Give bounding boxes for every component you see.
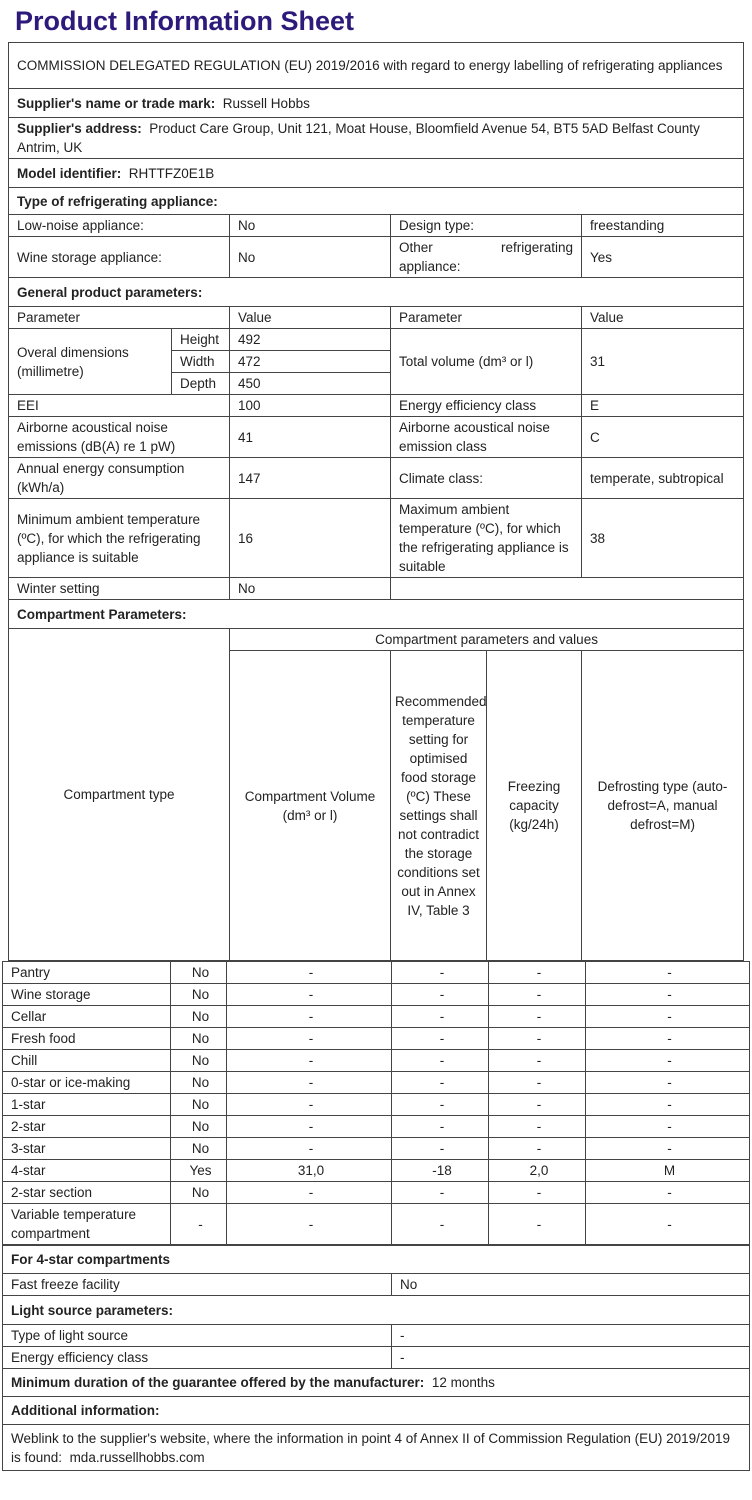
winter-label: Winter setting: [9, 578, 230, 600]
compartment-volume: -: [227, 1204, 392, 1245]
climate-class-label: Climate class:: [391, 458, 582, 499]
weblink[interactable]: mda.russellhobbs.com: [69, 1449, 205, 1465]
energy-class-value: E: [582, 395, 744, 417]
compartment-present: No: [171, 1182, 227, 1204]
compartment-defrost: -: [586, 962, 750, 984]
value-header-left: Value: [230, 307, 391, 329]
compartment-volume: -: [227, 1006, 392, 1028]
compartment-volume: -: [227, 1050, 392, 1072]
compartment-row: [3, 1138, 750, 1160]
compartment-volume: -: [227, 1182, 392, 1204]
compartment-row: [3, 1028, 750, 1050]
compartment-name: 2-star section: [3, 1182, 171, 1204]
supplier-name-value: Russell Hobbs: [222, 95, 310, 111]
compartment-row: [3, 1050, 750, 1072]
height-label: Height: [172, 329, 230, 351]
compartment-volume: -: [227, 1094, 392, 1116]
compartment-row: [3, 1072, 750, 1094]
noise-emissions-value: 41: [230, 417, 391, 458]
depth-label: Depth: [172, 373, 230, 395]
fast-freeze-value: No: [392, 1274, 750, 1296]
min-temp-value: 16: [230, 499, 391, 578]
noise-class-label: Airborne acoustical noise emission class: [391, 417, 582, 458]
max-temp-label: Maximum ambient temperature (ºC), for which the refrigerating appliance is suitable: [391, 499, 582, 578]
light-type-label: Type of light source: [3, 1325, 392, 1347]
design-type-value: freestanding: [582, 215, 744, 237]
compartment-freezing: -: [489, 1006, 586, 1028]
compartment-row: [3, 1204, 750, 1245]
compartment-row: [3, 1094, 750, 1116]
model-row: [9, 159, 744, 188]
compartment-freezing: -: [489, 984, 586, 1006]
climate-class-value: temperate, subtropical: [582, 458, 744, 499]
light-type-value: -: [392, 1325, 750, 1347]
compartment-present: No: [171, 1094, 227, 1116]
type-heading: Type of refrigerating appliance:: [9, 188, 744, 215]
compartment-row: [3, 1182, 750, 1204]
compartment-volume: -: [227, 1138, 392, 1160]
eei-value: 100: [230, 395, 391, 417]
compartment-name: Wine storage: [3, 984, 171, 1006]
volume-header: Compartment Volume (dm³ or l): [230, 651, 391, 961]
compartment-name: 4-star: [3, 1160, 171, 1182]
compartment-temp: -: [392, 1138, 489, 1160]
compartment-volume: 31,0: [227, 1160, 392, 1182]
compartment-present: No: [171, 962, 227, 984]
compartment-freezing: -: [489, 1094, 586, 1116]
defrost-header: Defrosting type (auto-defrost=A, manual defrost=M): [582, 651, 744, 961]
guarantee-label: Minimum duration of the guarantee offered by the manufacturer:: [11, 1375, 425, 1390]
compartment-present: No: [171, 1050, 227, 1072]
model-label: Model identifier:: [17, 165, 122, 181]
design-type-label: Design type:: [391, 215, 582, 237]
additional-heading: Additional information:: [3, 1397, 750, 1425]
compartment-present: No: [171, 1006, 227, 1028]
winter-empty: [391, 578, 744, 600]
compartment-row: [3, 1006, 750, 1028]
compartment-defrost: -: [586, 1116, 750, 1138]
compartment-name: 3-star: [3, 1138, 171, 1160]
compartment-present: No: [171, 1116, 227, 1138]
compartment-freezing: -: [489, 1204, 586, 1245]
other-appliance-value: Yes: [582, 237, 744, 278]
compartment-present: Yes: [171, 1160, 227, 1182]
compartment-defrost: -: [586, 1006, 750, 1028]
compartment-name: Chill: [3, 1050, 171, 1072]
compartment-table: [2, 961, 750, 1245]
total-volume-label: Total volume (dm³ or l): [391, 329, 582, 395]
compartment-row: [3, 984, 750, 1006]
compartment-name: 1-star: [3, 1094, 171, 1116]
compartment-name: Variable temperature compartment: [3, 1204, 171, 1245]
supplier-name-row: [9, 89, 744, 118]
page-title: Product Information Sheet: [15, 6, 355, 36]
compartment-temp: -: [392, 984, 489, 1006]
compartment-freezing: -: [489, 1138, 586, 1160]
compartment-type-header: Compartment type: [9, 629, 230, 961]
weblink-row: [3, 1425, 750, 1471]
compartment-temp: -: [392, 1116, 489, 1138]
compartment-name: 0-star or ice-making: [3, 1072, 171, 1094]
compartment-header-table: [8, 628, 744, 961]
compartment-volume: -: [227, 1116, 392, 1138]
compartment-present: No: [171, 1072, 227, 1094]
param-header-left: Parameter: [9, 307, 230, 329]
fast-freeze-label: Fast freeze facility: [3, 1274, 392, 1296]
max-temp-value: 38: [582, 499, 744, 578]
light-heading: Light source parameters:: [3, 1296, 750, 1325]
supplier-address-row: [9, 118, 744, 159]
compartment-temp: -: [392, 1182, 489, 1204]
annual-energy-value: 147: [230, 458, 391, 499]
compartment-freezing: -: [489, 1116, 586, 1138]
four-star-heading: For 4-star compartments: [3, 1246, 750, 1274]
compartment-temp: -: [392, 1028, 489, 1050]
noise-class-value: C: [582, 417, 744, 458]
width-label: Width: [172, 351, 230, 373]
compartment-freezing: -: [489, 1028, 586, 1050]
temp-header: Recommended temperature setting for optimised food storage (ºC) These settings shall not contradict the storage conditions set out in Annex IV, Table 3: [391, 651, 487, 961]
wine-storage-value: No: [230, 237, 391, 278]
noise-emissions-label: Airborne acoustical noise emissions (dB(A) re 1 pW): [9, 417, 230, 458]
height-value: 492: [230, 329, 391, 351]
compartment-defrost: -: [586, 984, 750, 1006]
wine-storage-label: Wine storage appliance:: [9, 237, 230, 278]
depth-value: 450: [230, 373, 391, 395]
width-value: 472: [230, 351, 391, 373]
value-header-right: Value: [582, 307, 744, 329]
low-noise-label: Low-noise appliance:: [9, 215, 230, 237]
compartment-present: -: [171, 1204, 227, 1245]
light-class-value: -: [392, 1347, 750, 1369]
compartment-row: [3, 1116, 750, 1138]
compartment-defrost: -: [586, 1094, 750, 1116]
regulation-text: COMMISSION DELEGATED REGULATION (EU) 2019/2016 with regard to energy labelling of refrigerating appliances: [9, 43, 744, 89]
winter-value: No: [230, 578, 391, 600]
compartment-row: [3, 1160, 750, 1182]
compartment-freezing: -: [489, 1050, 586, 1072]
compartment-present: No: [171, 1028, 227, 1050]
compartment-volume: -: [227, 962, 392, 984]
light-class-label: Energy efficiency class: [3, 1347, 392, 1369]
energy-class-label: Energy efficiency class: [391, 395, 582, 417]
compartment-values-header: Compartment parameters and values: [230, 629, 744, 651]
compartment-present: No: [171, 984, 227, 1006]
low-noise-value: No: [230, 215, 391, 237]
compartment-temp: -: [392, 1006, 489, 1028]
model-value: RHTTFZ0E1B: [128, 165, 215, 181]
compartment-defrost: -: [586, 1204, 750, 1245]
supplier-address-label: Supplier's address:: [17, 121, 142, 136]
compartment-freezing: -: [489, 1072, 586, 1094]
compartment-defrost: -: [586, 1050, 750, 1072]
compartment-name: Cellar: [3, 1006, 171, 1028]
compartment-volume: -: [227, 1072, 392, 1094]
total-volume-value: 31: [582, 329, 744, 395]
compartment-present: No: [171, 1138, 227, 1160]
compartment-volume: -: [227, 984, 392, 1006]
compartment-defrost: -: [586, 1182, 750, 1204]
other-appliance-label: Other refrigerating appliance:: [391, 237, 582, 278]
compartment-volume: -: [227, 1028, 392, 1050]
compartment-heading: Compartment Parameters:: [9, 600, 744, 629]
compartment-temp: -: [392, 1072, 489, 1094]
dimensions-label: Overal dimensions (millimetre): [9, 329, 172, 395]
weblink-text: Weblink to the supplier's website, where the information in point 4 of Annex II of Commission Regulation (EU) 2019/2019 is found:: [11, 1430, 730, 1465]
compartment-defrost: -: [586, 1028, 750, 1050]
compartment-temp: -: [392, 1050, 489, 1072]
compartment-freezing: -: [489, 962, 586, 984]
general-heading: General product parameters:: [9, 278, 744, 307]
compartment-temp: -: [392, 1094, 489, 1116]
supplier-name-label: Supplier's name or trade mark:: [17, 95, 216, 111]
guarantee-row: [3, 1369, 750, 1397]
param-header-right: Parameter: [391, 307, 582, 329]
min-temp-label: Minimum ambient temperature (ºC), for which the refrigerating appliance is suitable: [9, 499, 230, 578]
compartment-defrost: M: [586, 1160, 750, 1182]
compartment-defrost: -: [586, 1072, 750, 1094]
compartment-name: 2-star: [3, 1116, 171, 1138]
compartment-temp: -: [392, 1204, 489, 1245]
guarantee-value: 12 months: [431, 1375, 495, 1390]
compartment-temp: -: [392, 962, 489, 984]
compartment-name: Pantry: [3, 962, 171, 984]
compartment-defrost: -: [586, 1138, 750, 1160]
compartment-temp: -18: [392, 1160, 489, 1182]
supplier-address-value: Product Care Group, Unit 121, Moat House, Bloomfield Avenue 54, BT5 5AD Belfast County Antrim, UK: [17, 121, 700, 155]
compartment-name: Fresh food: [3, 1028, 171, 1050]
lower-table: [2, 1245, 750, 1471]
info-table: [8, 42, 744, 629]
compartment-row: [3, 962, 750, 984]
eei-label: EEI: [9, 395, 230, 417]
compartment-freezing: 2,0: [489, 1160, 586, 1182]
compartment-freezing: -: [489, 1182, 586, 1204]
annual-energy-label: Annual energy consumption (kWh/a): [9, 458, 230, 499]
freezing-header: Freezing capacity (kg/24h): [487, 651, 582, 961]
